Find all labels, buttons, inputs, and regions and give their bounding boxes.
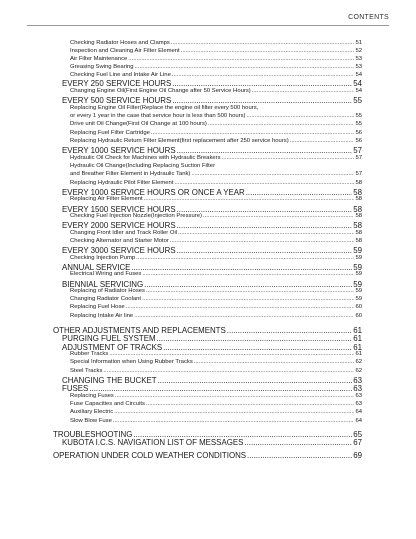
toc-entry[interactable] (70, 48, 362, 54)
toc-entry-title: Replacing Fuel Hose (70, 304, 125, 310)
toc-page-number: 54 (353, 79, 362, 88)
toc-dot-leader (136, 255, 354, 261)
toc-entry[interactable] (70, 171, 362, 177)
toc-page-number: 63 (353, 384, 362, 393)
toc-entry-title: Drive unit Oil Change(First Oil Change at 100 hours) (70, 121, 207, 127)
toc-entry-title: Replacing Hydraulic Return Filter Element(first replacement after 250 service hours) (70, 138, 289, 144)
toc-entry[interactable] (70, 288, 362, 294)
toc-page-number: 64 (355, 418, 362, 424)
toc-dot-leader (170, 238, 355, 244)
toc-page-number: 55 (353, 96, 362, 105)
toc-page-number: 59 (353, 263, 362, 272)
toc-page-number: 57 (355, 171, 362, 177)
toc-page-number: 60 (355, 304, 362, 310)
toc-entry-title: EVERY 1000 SERVICE HOURS OR ONCE A YEAR (62, 188, 245, 197)
toc-dot-leader (142, 296, 354, 302)
toc-entry[interactable] (70, 351, 362, 357)
toc-entry-title: OTHER ADJUSTMENTS AND REPLACEMENTS (53, 326, 226, 335)
toc-entry[interactable] (70, 213, 362, 219)
toc-entry-title: Inspection and Cleaning Air Filter Element (70, 48, 180, 54)
toc-entry[interactable] (70, 88, 362, 94)
toc-page-number: 55 (355, 121, 362, 127)
toc-entry[interactable] (70, 155, 362, 161)
toc-dot-leader (177, 246, 353, 255)
toc-entry[interactable] (70, 130, 362, 136)
toc-entry-title: Slow Blow Fuse (70, 418, 112, 424)
toc-entry[interactable] (62, 96, 362, 105)
toc-entry-title: Changing Engine Oil(First Engine Oil Change after 50 Service Hours) (70, 88, 251, 94)
toc-entry[interactable] (70, 418, 362, 424)
toc-entry-title: OPERATION UNDER COLD WEATHER CONDITIONS (53, 451, 247, 460)
toc-entry[interactable] (70, 230, 362, 236)
toc-entry-title: ADJUSTMENT OF TRACKS (62, 343, 163, 352)
toc-page-number: 59 (355, 288, 362, 294)
toc-page-number: 53 (355, 56, 362, 62)
toc-entry-title: EVERY 500 SERVICE HOURS (62, 96, 172, 105)
toc-dot-leader (203, 213, 354, 219)
toc-dot-leader (89, 384, 352, 393)
toc-dot-leader (128, 56, 354, 62)
toc-page-number: 59 (353, 246, 362, 255)
toc-dot-leader (178, 230, 354, 236)
toc-dot-leader (171, 40, 355, 46)
toc-page-number: 60 (355, 313, 362, 319)
toc-entry-title: Changing Radiator Coolant (70, 296, 142, 302)
toc-dot-leader (247, 113, 355, 119)
toc-page-number: 63 (355, 393, 362, 399)
toc-entry-title: CHANGING THE BUCKET (62, 376, 157, 385)
toc-page-number: 58 (355, 196, 362, 202)
toc-dot-leader (172, 96, 352, 105)
toc-entry[interactable] (70, 105, 362, 111)
toc-page-number: 67 (353, 438, 362, 447)
toc-page-number: 54 (355, 88, 362, 94)
toc-entry-title: Replacing of Radiator Hoses (70, 288, 145, 294)
toc-dot-leader (252, 88, 355, 94)
toc-page-number: 58 (355, 180, 362, 186)
toc-entry[interactable] (70, 196, 362, 202)
toc-page-number: 58 (353, 221, 362, 230)
toc-page-number: 59 (355, 296, 362, 302)
toc-entry[interactable] (70, 138, 362, 144)
toc-entry[interactable] (62, 246, 362, 255)
toc-entry-title: Rubber Tracks (70, 351, 109, 357)
toc-page-number: 65 (353, 430, 362, 439)
toc-entry[interactable] (70, 359, 362, 365)
toc-page-number: 59 (353, 280, 362, 289)
toc-entry[interactable] (70, 64, 362, 70)
toc-entry[interactable] (70, 296, 362, 302)
toc-dot-leader (109, 351, 354, 357)
toc-entry-title: KUBOTA I.C.S. NAVIGATION LIST OF MESSAGES (62, 438, 244, 447)
toc-dot-leader (172, 72, 355, 78)
toc-entry-title: EVERY 250 SERVICE HOURS (62, 79, 172, 88)
toc-entry-title: EVERY 1000 SERVICE HOURS (62, 146, 176, 155)
toc-entry-title: Checking Injection Pump (70, 255, 136, 261)
toc-entry-title: Hydraulic Oil Change(Including Replacing Suction Filter (70, 163, 216, 169)
toc-entry-title: Checking Fuel Injection Nozzle(Injection Pressure) (70, 213, 202, 219)
toc-entry-title: TROUBLESHOOTING (53, 430, 133, 439)
toc-page-number: 61 (353, 343, 362, 352)
toc-page-number: 51 (355, 40, 362, 46)
toc-page-number: 61 (353, 326, 362, 335)
toc-dot-leader (146, 401, 354, 407)
toc-dot-leader (247, 451, 352, 460)
toc-page-number: 52 (355, 48, 362, 54)
toc-dot-leader (208, 121, 355, 127)
toc-entry-title: Hydraulic Oil Check for Machines with Hydraulic Breakers (70, 155, 221, 161)
toc-entry-title: EVERY 3000 SERVICE HOURS (62, 246, 176, 255)
toc-dot-leader (244, 438, 352, 447)
toc-page-number: 55 (355, 113, 362, 119)
toc-entry-title: Special Information when Using Rubber Tracks (70, 359, 193, 365)
toc-page-number: 58 (355, 238, 362, 244)
page-header (0, 14, 416, 34)
toc-page-number: 56 (355, 130, 362, 136)
toc-entry[interactable] (62, 79, 362, 88)
toc-dot-leader (103, 368, 354, 374)
toc-entry-title: Greasing Swing Bearing (70, 64, 134, 70)
toc-page-number: 58 (353, 205, 362, 214)
toc-entry-title: Checking Alternator and Starter Motor (70, 238, 169, 244)
toc-entry[interactable] (62, 221, 362, 230)
toc-page-number: 57 (355, 155, 362, 161)
toc-entry-title: PURGING FUEL SYSTEM (62, 334, 156, 343)
toc-entry-title: Auxiliary Electric (70, 409, 114, 415)
toc-entry[interactable] (70, 271, 362, 277)
toc-dot-leader (142, 271, 354, 277)
toc-entry-title: Replacing Fuel Filter Cartridge (70, 130, 150, 136)
toc-entry[interactable] (70, 368, 362, 374)
toc-dot-leader (113, 418, 355, 424)
toc-entry-title: EVERY 1500 SERVICE HOURS (62, 205, 176, 214)
toc-page-number: 59 (355, 271, 362, 277)
toc-page-number: 61 (355, 351, 362, 357)
toc-entry-title: Checking Fuel Line and Intake Air Line (70, 72, 171, 78)
toc-dot-leader (146, 288, 354, 294)
toc-page-number: 63 (353, 376, 362, 385)
toc-dot-leader (290, 138, 355, 144)
toc-entry[interactable] (62, 384, 362, 393)
toc-dot-leader (181, 48, 355, 54)
toc-page-number: 57 (353, 146, 362, 155)
toc-page-number: 56 (355, 138, 362, 144)
toc-page-number: 58 (355, 213, 362, 219)
toc-entry-title: Replacing Fuses (70, 393, 114, 399)
toc-dot-leader (151, 130, 355, 136)
toc-dot-leader (177, 146, 353, 155)
toc-entry[interactable] (70, 72, 362, 78)
toc-dot-leader (126, 304, 355, 310)
toc-entry[interactable] (70, 180, 362, 186)
toc-entry[interactable] (70, 401, 362, 407)
toc-entry[interactable] (53, 451, 362, 460)
toc-page-number: 53 (355, 64, 362, 70)
toc-dot-leader (174, 180, 354, 186)
toc-entry[interactable] (70, 121, 362, 127)
toc-entry-title: and Breather Filter Element in Hydraulic Tank) (70, 171, 191, 177)
toc-dot-leader (194, 359, 355, 365)
toc-dot-leader (222, 155, 355, 161)
toc-entry[interactable] (70, 40, 362, 46)
toc-entry-title: FUSES (62, 384, 89, 393)
toc-entry-title: Fuse Capacities and Circuits (70, 401, 145, 407)
toc-entry[interactable] (70, 238, 362, 244)
toc-entry-title: ANNUAL SERVICE (62, 263, 131, 272)
toc-entry[interactable] (70, 313, 362, 319)
toc-page-number: 63 (355, 401, 362, 407)
toc-dot-leader (134, 313, 354, 319)
toc-dot-leader (172, 79, 352, 88)
toc-dot-leader (191, 171, 354, 177)
toc-dot-leader (135, 64, 355, 70)
toc-page-number: 62 (355, 359, 362, 365)
toc-entry-title: Air Filter Maintenance (70, 56, 128, 62)
toc-entry-title: or every 1 year in the case that service hour is less than 500 hours) (70, 113, 246, 119)
toc-entry[interactable] (70, 56, 362, 62)
toc-entry[interactable] (70, 304, 362, 310)
toc-page-number: 69 (353, 451, 362, 460)
toc-entry[interactable] (70, 393, 362, 399)
toc-page-number: 58 (353, 188, 362, 197)
toc-entry-title: Replacing Air Filter Element (70, 196, 143, 202)
toc-entry[interactable] (62, 146, 362, 155)
toc-dot-leader (177, 221, 353, 230)
toc-entry-title: Steel Tracks (70, 368, 103, 374)
toc-page-number: 54 (355, 72, 362, 78)
header-rule (27, 25, 389, 26)
toc-page-number: 64 (355, 409, 362, 415)
toc-entry[interactable] (62, 334, 362, 343)
toc-entry-title: BIENNIAL SERVICING (62, 280, 144, 289)
toc-entry-title: Changing Front Idler and Track Roller Oil (70, 230, 178, 236)
toc-entry[interactable] (70, 255, 362, 261)
toc-dot-leader (115, 393, 355, 399)
toc-dot-leader (144, 196, 355, 202)
toc-entry-title: Checking Radiator Hoses and Clamps (70, 40, 170, 46)
toc-dot-leader (114, 409, 354, 415)
toc-entry-title: Electrical Wiring and Fuses (70, 271, 142, 277)
toc-entry[interactable] (70, 409, 362, 415)
toc-entry[interactable] (70, 113, 362, 119)
toc-page-number: 59 (355, 255, 362, 261)
toc-dot-leader (157, 334, 353, 343)
toc-entry-title: Replacing Hydraulic Pilot Filter Element (70, 180, 174, 186)
header-title: CONTENTS (348, 14, 389, 21)
toc-entry-title: Replacing Engine Oil Filter(Replace the engine oil filter every 500 hours, (70, 105, 259, 111)
toc-entry[interactable] (62, 438, 362, 447)
toc-entry-title: EVERY 2000 SERVICE HOURS (62, 221, 176, 230)
toc-page-number: 58 (355, 230, 362, 236)
toc-entry[interactable] (70, 163, 362, 169)
toc-page-number: 62 (355, 368, 362, 374)
toc-page-number: 61 (353, 334, 362, 343)
toc-entry-title: Replacing Intake Air line (70, 313, 134, 319)
